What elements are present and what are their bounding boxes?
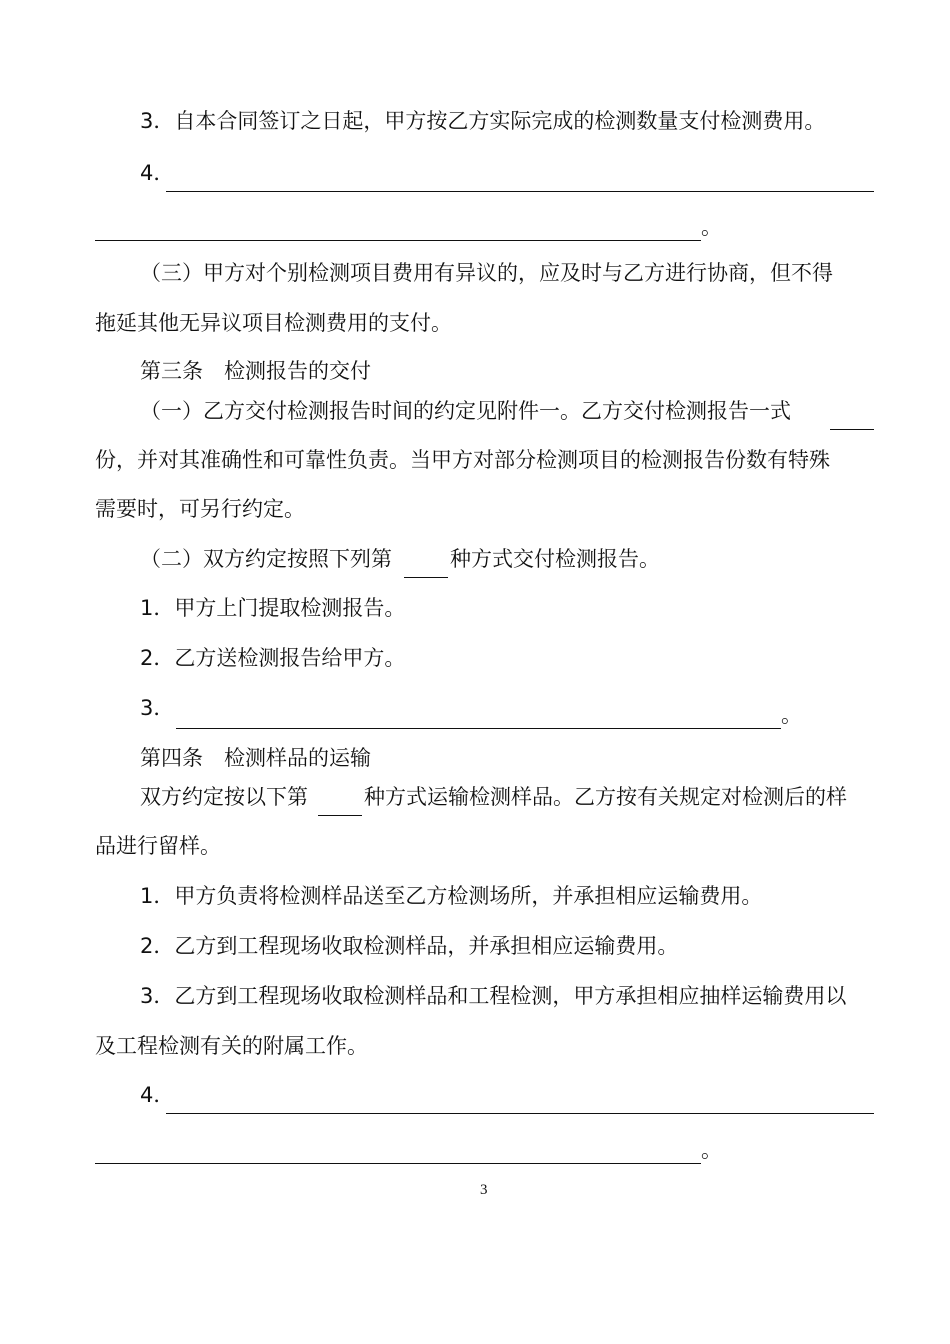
transport-option-1: 1．甲方负责将检测样品送至乙方检测场所，并承担相应运输费用。 xyxy=(140,884,763,908)
paragraph-report-delivery-1: （一）乙方交付检测报告时间的约定见附件一。乙方交付检测报告一式 xyxy=(140,399,791,423)
paragraph-dispute: （三）甲方对个别检测项目费用有异议的，应及时与乙方进行协商，但不得 xyxy=(140,261,833,285)
option-2: 2．乙方送检测报告给甲方。 xyxy=(140,646,406,670)
fill-blank-line xyxy=(95,240,701,241)
fill-blank-line xyxy=(176,728,781,729)
fill-blank-method xyxy=(404,577,448,578)
paragraph-transport-cont: 品进行留样。 xyxy=(95,834,221,858)
transport-option-3: 3．乙方到工程现场收取检测样品和工程检测，甲方承担相应抽样运输费用以 xyxy=(140,984,847,1008)
heading-article-3: 第三条 检测报告的交付 xyxy=(140,359,371,383)
fill-blank-line xyxy=(95,1163,701,1164)
paragraph-report-delivery-2: （二）双方约定按照下列第 xyxy=(140,547,392,571)
sentence-end-mark: 。 xyxy=(781,703,802,727)
fill-blank-method xyxy=(318,815,362,816)
paragraph-transport-mid: 种方式运输检测样品。乙方按有关规定对检测后的样 xyxy=(364,785,847,809)
sentence-end-mark: 。 xyxy=(701,215,722,239)
paragraph-report-delivery-1-cont: 份，并对其准确性和可靠性负责。当甲方对部分检测项目的检测报告份数有特殊 xyxy=(95,448,830,472)
page-number: 3 xyxy=(480,1182,488,1198)
fill-blank-line xyxy=(166,191,874,192)
paragraph-payment-item-4: 4． xyxy=(140,161,175,185)
transport-option-3-cont: 及工程检测有关的附属工作。 xyxy=(95,1034,368,1058)
transport-option-4: 4． xyxy=(140,1083,175,1107)
paragraph-report-delivery-1-end: 需要时，可另行约定。 xyxy=(95,497,305,521)
fill-blank-line xyxy=(166,1113,874,1114)
transport-option-2: 2．乙方到工程现场收取检测样品，并承担相应运输费用。 xyxy=(140,934,679,958)
paragraph-report-delivery-2-end: 种方式交付检测报告。 xyxy=(450,547,660,571)
option-3: 3． xyxy=(140,696,175,720)
fill-blank-copies xyxy=(830,429,874,430)
paragraph-transport: 双方约定按以下第 xyxy=(140,785,308,809)
option-1: 1．甲方上门提取检测报告。 xyxy=(140,596,406,620)
paragraph-dispute-cont: 拖延其他无异议项目检测费用的支付。 xyxy=(95,311,452,335)
heading-article-4: 第四条 检测样品的运输 xyxy=(140,746,371,770)
sentence-end-mark: 。 xyxy=(701,1138,722,1162)
paragraph-payment-item-3: 3．自本合同签订之日起，甲方按乙方实际完成的检测数量支付检测费用。 xyxy=(140,109,826,133)
